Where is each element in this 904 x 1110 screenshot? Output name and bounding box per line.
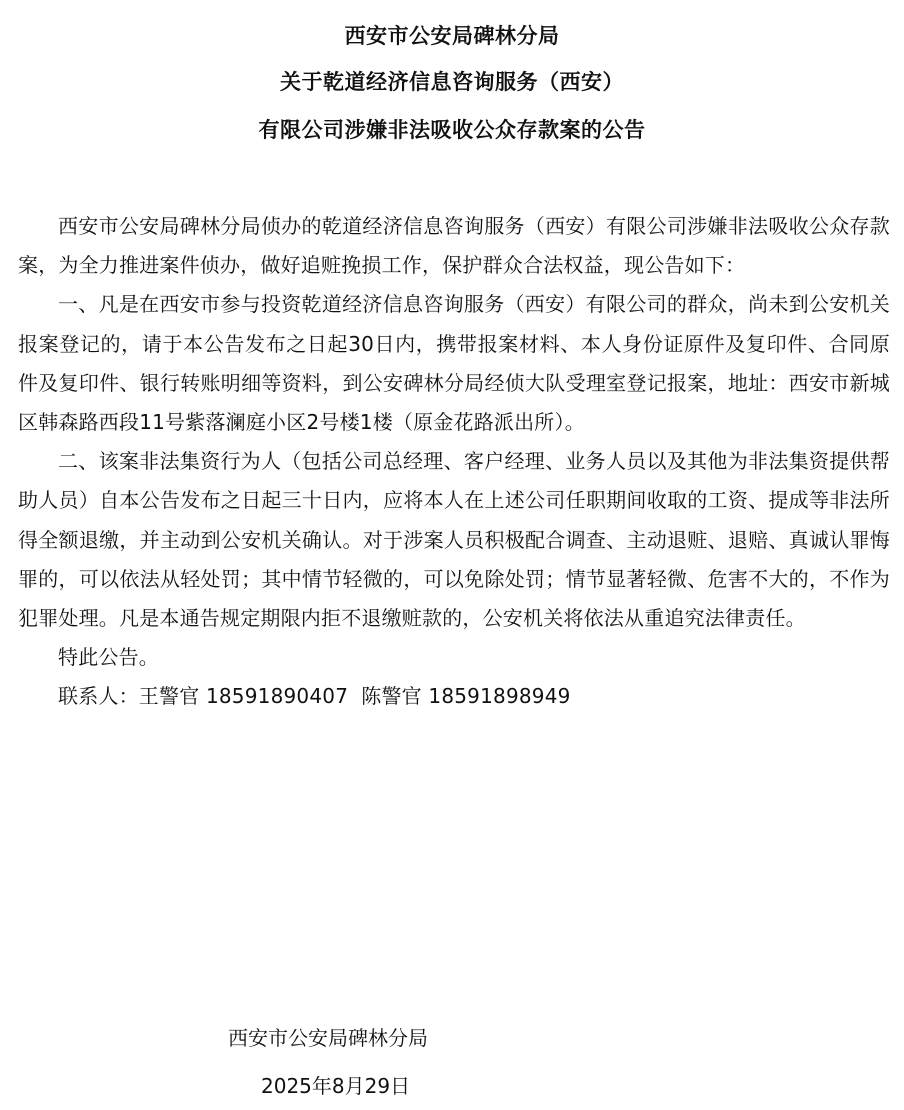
signature-organization: 西安市公安局碑林分局 bbox=[228, 1026, 428, 1050]
closing-line: 特此公告。 bbox=[58, 645, 159, 670]
signature-date: 2025年8月29日 bbox=[261, 1074, 411, 1098]
item-two-paragraph: 二、该案非法集资行为人（包括公司总经理、客户经理、业务人员以及其他为非法集资提供帮助人员）自本公告发布之日起三十日内，应将本人在上述公司任职期间收取的工资、提成等非法所得全额退缴，并主动到公安机关确认。对于涉案人员积极配合调查、主动退赃、退赔、真诚认罪悔罪的，可以依法从轻处罚；其中情节轻微的，可以免除处罚；情节显著轻微、危害不大的，不作为犯罪处理。凡是本通告规定期限内拒不退缴赃款的，公安机关将依法从重追究法律责任。 bbox=[18, 449, 890, 631]
contact-line: 联系人：王警官 18591890407 陈警官 18591898949 bbox=[58, 684, 571, 709]
title-line-2: 关于乾道经济信息咨询服务（西安） bbox=[280, 70, 624, 94]
title-line-3: 有限公司涉嫌非法吸收公众存款案的公告 bbox=[258, 118, 646, 142]
title-line-1: 西安市公安局碑林分局 bbox=[344, 24, 560, 48]
item-one-paragraph: 一、凡是在西安市参与投资乾道经济信息咨询服务（西安）有限公司的群众，尚未到公安机关报案登记的，请于本公告发布之日起30日内，携带报案材料、本人身份证原件及复印件、合同原件及复印件、银行转账明细等资料，到公安碑林分局经侦大队受理室登记报案，地址：西安市新城区韩森路西段11号紫落澜庭小区2号楼1楼（原金花路派出所）。 bbox=[18, 292, 890, 435]
announcement-body bbox=[18, 207, 890, 717]
intro-paragraph: 西安市公安局碑林分局侦办的乾道经济信息咨询服务（西安）有限公司涉嫌非法吸收公众存款案，为全力推进案件侦办，做好追赃挽损工作，保护群众合法权益，现公告如下： bbox=[18, 214, 890, 278]
